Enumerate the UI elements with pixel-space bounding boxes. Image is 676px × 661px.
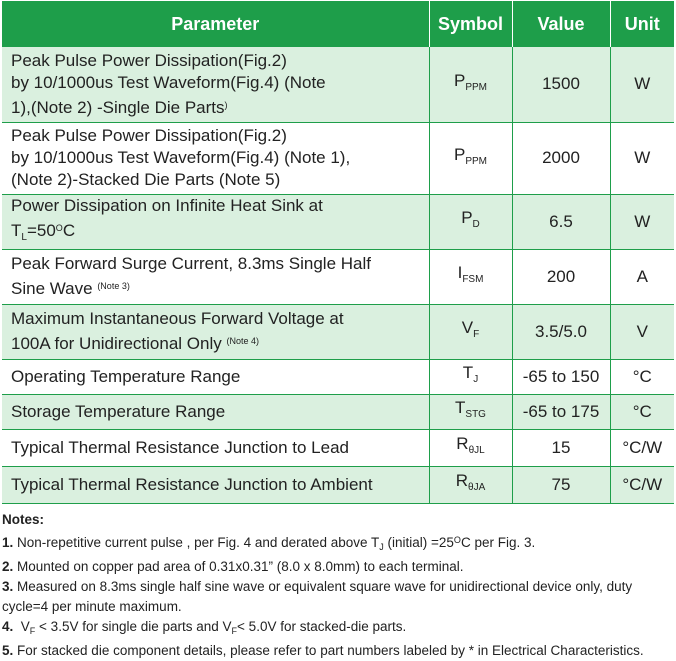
table-row: [2, 194, 674, 249]
parameter-line: [11, 330, 423, 355]
parameter-line: [11, 94, 423, 119]
parameter-cell: Storage Temperature Range: [2, 394, 429, 429]
value-cell: -65 to 175: [512, 394, 610, 429]
symbol-cell: [429, 394, 512, 429]
parameter-subscript: L: [21, 231, 27, 243]
note-subscript: J: [379, 542, 384, 552]
parameter-line: [11, 275, 423, 300]
parameter-line: Peak Forward Surge Current, 8.3ms Single Half: [11, 254, 371, 273]
parameter-cell: Operating Temperature Range: [2, 359, 429, 394]
parameter-superscript: O: [55, 222, 63, 233]
ratings-table: [2, 1, 674, 504]
symbol-subscript: θJL: [468, 445, 485, 456]
symbol-main: T: [455, 398, 466, 417]
symbol-cell: [429, 249, 512, 304]
symbol-main: V: [461, 318, 474, 337]
value-cell: 6.5: [512, 194, 610, 249]
note-number: 4.: [2, 619, 14, 634]
note-text: V: [20, 619, 30, 634]
note-4: [2, 617, 674, 641]
table-row: [2, 47, 674, 122]
footnote-mark: ): [224, 99, 228, 110]
parameter-text: =50: [26, 220, 56, 240]
parameter-cell: [2, 304, 429, 359]
table-row: [2, 359, 674, 394]
table-header-row: [2, 1, 674, 47]
parameter-line: by 10/1000us Test Waveform(Fig.4) (Note 1),: [11, 148, 351, 167]
symbol-subscript: FSM: [462, 274, 484, 285]
value-cell: 75: [512, 466, 610, 503]
parameter-cell: [2, 122, 429, 194]
parameter-text: Sine Wave: [11, 279, 93, 298]
symbol-main: P: [461, 208, 473, 227]
symbol-cell: [429, 194, 512, 249]
note-number: 2.: [2, 559, 14, 574]
symbol-cell: [429, 122, 512, 194]
unit-cell: °C: [610, 359, 674, 394]
note-superscript: O: [453, 535, 461, 545]
symbol-subscript: D: [472, 219, 480, 230]
table-row: [2, 249, 674, 304]
note-subscript: F: [231, 626, 238, 636]
note-reference: (Note 3): [97, 281, 130, 291]
value-cell: -65 to 150: [512, 359, 610, 394]
symbol-subscript: PPM: [465, 155, 487, 167]
parameter-cell: Typical Thermal Resistance Junction to Lead: [2, 429, 429, 466]
note-text: For stacked die component details, please refer to part numbers labeled by * in Electrical Characteristics.: [17, 643, 644, 658]
parameter-text: T: [11, 220, 22, 240]
parameter-cell: [2, 194, 429, 249]
parameter-text: C: [62, 220, 76, 240]
symbol-subscript: θJA: [468, 482, 486, 493]
unit-cell: W: [610, 194, 674, 249]
value-cell: 15: [512, 429, 610, 466]
value-cell: 3.5/5.0: [512, 304, 610, 359]
notes-section: [2, 510, 674, 661]
note-number: 3.: [2, 579, 14, 594]
header-value: Value: [512, 1, 610, 47]
symbol-cell: [429, 429, 512, 466]
symbol-cell: [429, 466, 512, 503]
note-text: Mounted on copper pad area of 0.31x0.31” (8.0 x 8.0mm) to each terminal.: [17, 559, 464, 574]
parameter-cell: [2, 249, 429, 304]
symbol-subscript: J: [473, 374, 479, 385]
symbol-main: P: [453, 70, 466, 90]
header-unit: Unit: [610, 1, 674, 47]
note-text: cycle=4 per minute maximum.: [2, 599, 182, 614]
note-text: Measured on 8.3ms single half sine wave or equivalent square wave for unidirectional device only, duty: [17, 579, 633, 594]
note-reference: (Note 4): [226, 336, 259, 346]
parameter-line: (Note 2)-Stacked Die Parts (Note 5): [11, 170, 281, 189]
note-text: < 3.5V for single die parts and V: [35, 619, 232, 634]
parameter-text: 1),(Note 2) -Single Die Parts: [11, 97, 225, 117]
parameter-cell: [2, 47, 429, 122]
parameter-cell: Typical Thermal Resistance Junction to Ambient: [2, 466, 429, 503]
note-text: C per Fig. 3.: [460, 535, 536, 550]
note-text: Non-repetitive current pulse , per Fig. 4 and derated above T: [17, 535, 380, 550]
value-cell: 200: [512, 249, 610, 304]
unit-cell: W: [610, 122, 674, 194]
table-row: [2, 394, 674, 429]
unit-cell: A: [610, 249, 674, 304]
table-row: [2, 466, 674, 503]
note-text: (initial) =25: [383, 535, 454, 550]
parameter-line: Peak Pulse Power Dissipation(Fig.2): [11, 126, 287, 145]
header-parameter: Parameter: [2, 1, 429, 47]
symbol-subscript: STG: [465, 409, 486, 420]
note-number: 1.: [2, 535, 14, 550]
parameter-line: Peak Pulse Power Dissipation(Fig.2): [11, 50, 287, 70]
parameter-line: Power Dissipation on Infinite Heat Sink at: [11, 195, 323, 215]
value-cell: 2000: [512, 122, 610, 194]
unit-cell: °C/W: [610, 466, 674, 503]
note-number: 5.: [2, 643, 14, 658]
note-2: [2, 557, 674, 577]
unit-cell: V: [610, 304, 674, 359]
unit-cell: °C/W: [610, 429, 674, 466]
symbol-main: I: [457, 263, 463, 282]
symbol-main: P: [453, 144, 466, 164]
unit-cell: °C: [610, 394, 674, 429]
symbol-subscript: PPM: [465, 81, 487, 93]
value-cell: 1500: [512, 47, 610, 122]
table-row: [2, 122, 674, 194]
note-5: [2, 641, 674, 661]
note-subscript: F: [29, 626, 36, 636]
symbol-cell: [429, 47, 512, 122]
parameter-text: 100A for Unidirectional Only: [11, 334, 222, 353]
unit-cell: W: [610, 47, 674, 122]
parameter-line: Maximum Instantaneous Forward Voltage at: [11, 309, 344, 328]
header-symbol: Symbol: [429, 1, 512, 47]
symbol-subscript: F: [473, 329, 480, 340]
symbol-cell: [429, 304, 512, 359]
note-3: [2, 577, 674, 617]
note-text: < 5.0V for stacked-die parts.: [237, 619, 407, 634]
table-row: [2, 304, 674, 359]
notes-title: Notes:: [2, 512, 45, 527]
symbol-main: R: [456, 434, 469, 453]
symbol-main: R: [455, 471, 469, 490]
symbol-main: T: [462, 363, 474, 382]
table-row: [2, 429, 674, 466]
note-1: [2, 530, 674, 557]
parameter-line: [11, 217, 423, 249]
symbol-cell: [429, 359, 512, 394]
parameter-line: by 10/1000us Test Waveform(Fig.4) (Note: [11, 72, 326, 92]
